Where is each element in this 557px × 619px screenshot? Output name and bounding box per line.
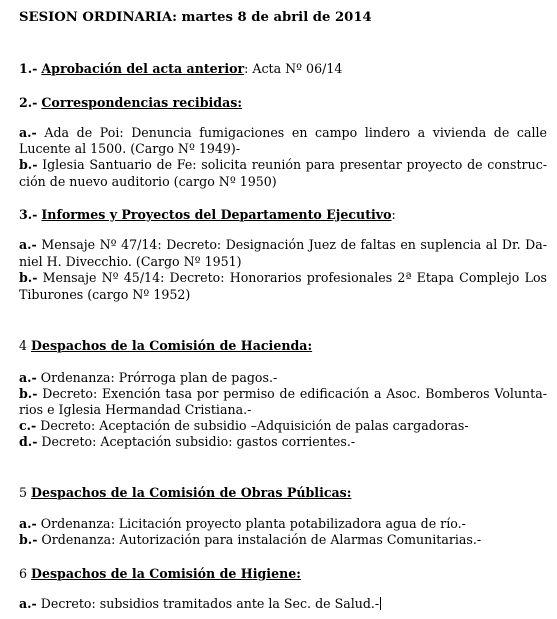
section-5-number: 5 — [19, 485, 28, 500]
item-text: Mensaje Nº 45/14: Decreto: Honorarios profesionales 2ª Etapa Complejo Los — [37, 270, 547, 285]
item-label: a.- — [19, 596, 37, 611]
section-4-item-b — [19, 386, 547, 402]
section-4-item-d — [19, 434, 355, 450]
item-text: Decreto: subsidios tramitados ante la Sec. de Salud.- — [36, 596, 380, 611]
section-4-item-b-cont: rios e Iglesia Hermandad Cristiana.- — [19, 402, 252, 417]
section-2-number: 2.- — [19, 95, 38, 110]
section-4-number: 4 — [19, 338, 28, 353]
section-3-item-a-cont: niel H. Divecchio. (Cargo Nº 1951) — [19, 254, 242, 269]
section-5-item-b — [19, 532, 481, 548]
section-2 — [19, 95, 242, 111]
section-2-heading: Correspondencias recibidas: — [41, 95, 243, 110]
section-5-heading: Despachos de la Comisión de Obras Públicas: — [31, 485, 352, 500]
section-1-colon: : — [244, 61, 249, 76]
section-1-heading: Aprobación del acta anterior — [41, 61, 245, 76]
section-3-colon: : — [391, 207, 396, 222]
section-2-item-b — [19, 157, 547, 173]
item-label: b.- — [19, 157, 38, 172]
section-3-item-a — [19, 237, 547, 253]
section-4 — [19, 338, 312, 354]
section-1 — [19, 61, 342, 77]
item-text: Ada de Poi: Denuncia fumigaciones en campo lindero a vivienda de calle — [44, 125, 547, 140]
text-cursor — [380, 597, 381, 610]
item-label: a.- — [19, 516, 37, 531]
section-6-heading: Despachos de la Comisión de Higiene: — [31, 566, 301, 581]
section-2-item-a-cont: Lucente al 1500. (Cargo Nº 1949)- — [19, 141, 241, 156]
section-3-heading: Informes y Proyectos del Departamento Ejecutivo — [41, 207, 392, 222]
item-label: b.- — [19, 532, 38, 547]
item-text: Decreto: Exención tasa por permiso de edificación a Asoc. Bomberos Volunta- — [37, 386, 547, 401]
section-3-number: 3.- — [19, 207, 38, 222]
section-2-item-a — [19, 125, 547, 141]
section-6 — [19, 566, 301, 582]
item-label: a.- — [19, 370, 37, 385]
section-5-item-a — [19, 516, 466, 532]
section-1-number: 1.- — [19, 61, 38, 76]
section-6-item-a — [19, 596, 381, 612]
item-label: b.- — [19, 270, 38, 285]
section-6-number: 6 — [19, 566, 28, 581]
section-4-item-a — [19, 370, 277, 386]
item-text: Decreto: Aceptación de subsidio –Adquisición de palas cargadoras- — [36, 418, 469, 433]
item-text: Decreto: Aceptación subsidio: gastos corrientes.- — [37, 434, 356, 449]
section-1-value: Acta Nº 06/14 — [248, 61, 343, 76]
item-label: d.- — [19, 434, 38, 449]
section-2-item-b-cont: ción de nuevo auditorio (cargo Nº 1950) — [19, 174, 277, 189]
item-label: c.- — [19, 418, 37, 433]
item-label: a.- — [19, 237, 37, 252]
item-text: Iglesia Santuario de Fe: solicita reunión para presentar proyecto de construc- — [37, 157, 547, 172]
section-3 — [19, 207, 396, 223]
item-text: Ordenanza: Licitación proyecto planta potabilizadora agua de río.- — [36, 516, 466, 531]
section-3-item-b-cont: Tiburones (cargo Nº 1952) — [19, 287, 191, 302]
section-4-heading: Despachos de la Comisión de Hacienda: — [31, 338, 313, 353]
item-label: b.- — [19, 386, 38, 401]
item-label: a.- — [19, 125, 37, 140]
session-title: SESION ORDINARIA: martes 8 de abril de 2014 — [19, 10, 372, 25]
section-5 — [19, 485, 351, 501]
item-text: Ordenanza: Autorización para instalación de Alarmas Comunitarias.- — [37, 532, 482, 547]
section-3-item-b — [19, 270, 547, 286]
section-4-item-c — [19, 418, 469, 434]
item-text: Mensaje Nº 47/14: Decreto: Designación Juez de faltas en suplencia al Dr. Da- — [36, 237, 547, 252]
item-text: Ordenanza: Prórroga plan de pagos.- — [36, 370, 278, 385]
